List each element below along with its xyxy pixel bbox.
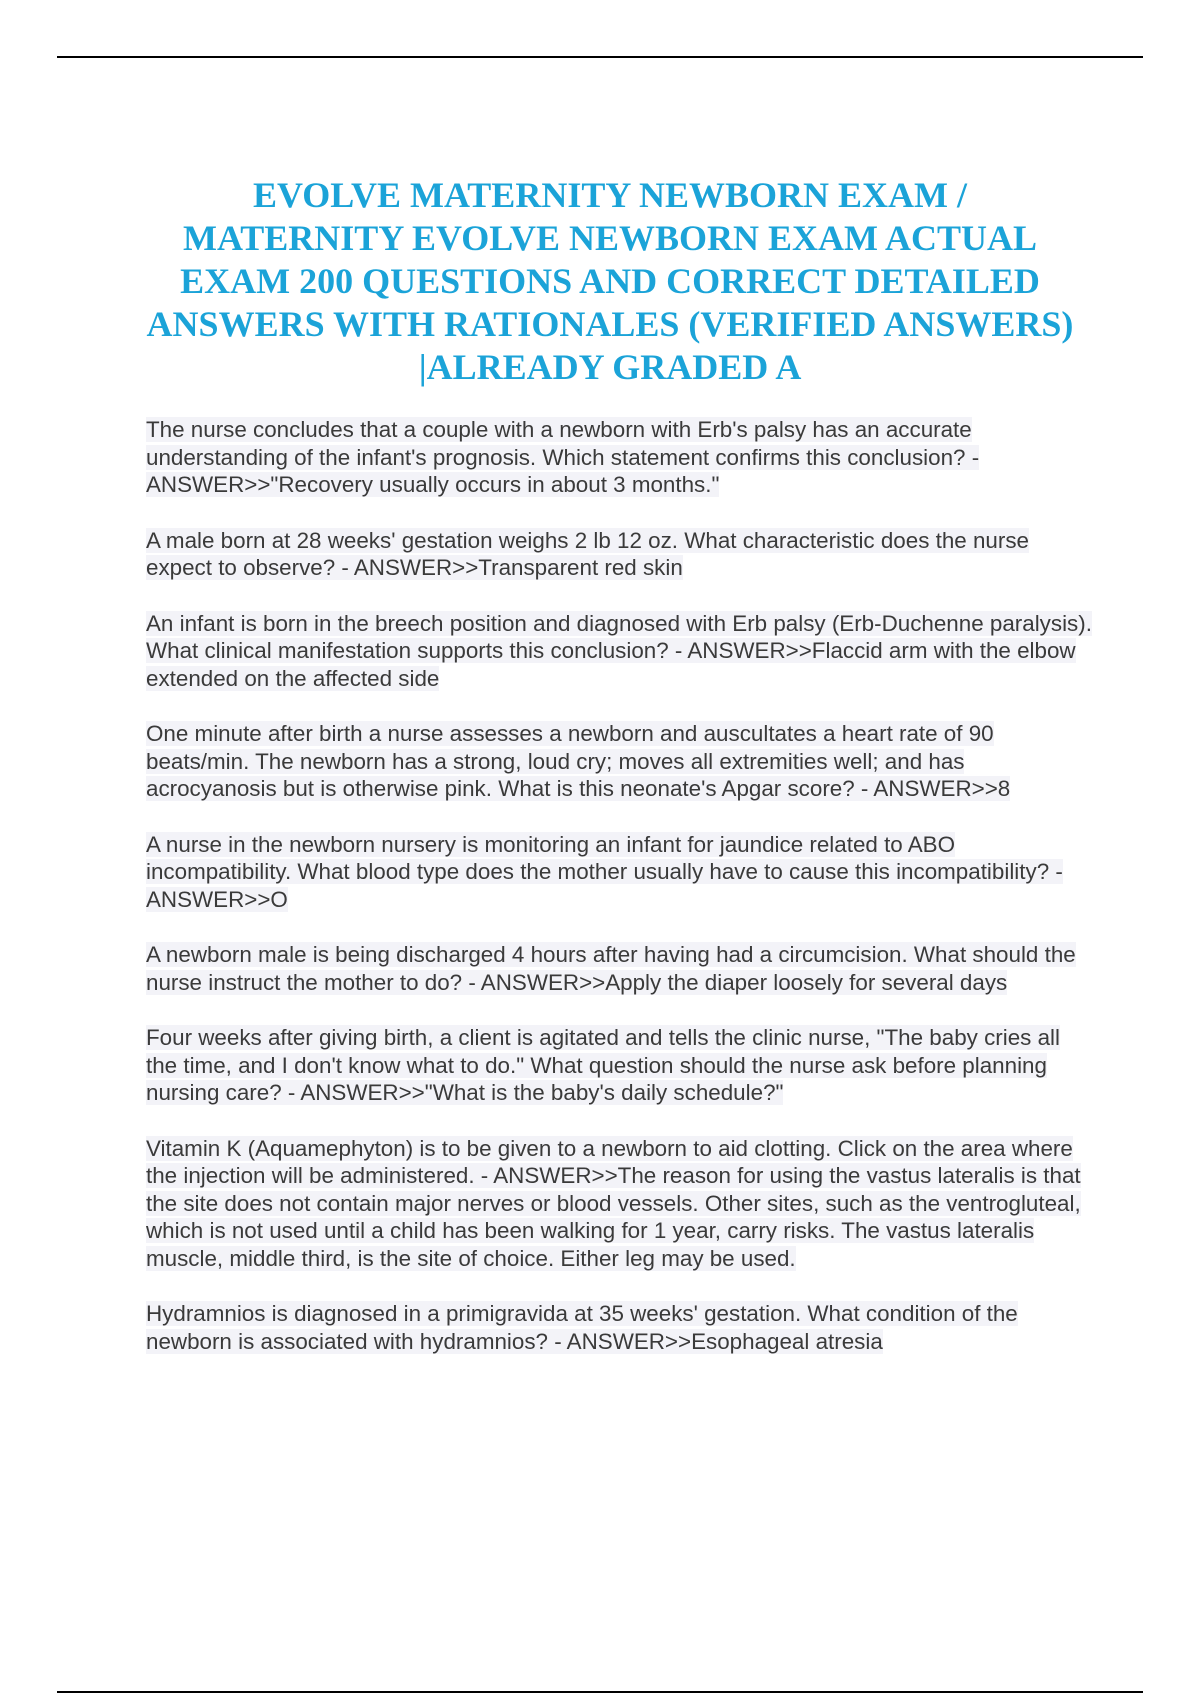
bottom-rule <box>57 1691 1143 1693</box>
qa-text: A male born at 28 weeks' gestation weighs 2 lb 12 oz. What characteristic does the nurse expect to observe? - ANSWER>>Transparent red skin <box>146 527 1029 580</box>
qa-item <box>146 720 1096 803</box>
document-title: EVOLVE MATERNITY NEWBORN EXAM / MATERNITY EVOLVE NEWBORN EXAM ACTUAL EXAM 200 QUESTIONS AND CORRECT DETAILED ANSWERS WITH RATIONALES (VERIFIED ANSWERS) |ALREADY GRADED A <box>146 175 1074 387</box>
qa-text: A newborn male is being discharged 4 hours after having had a circumcision. What should the nurse instruct the mother to do? - ANSWER>>Apply the diaper loosely for several days <box>146 942 1076 995</box>
qa-item <box>146 831 1096 914</box>
qa-text: Vitamin K (Aquamephyton) is to be given to a newborn to aid clotting. Click on the area where the injection will be administered. - ANSWER>>The reason for using the vastus lateralis is that the site does not contain major nerves or blood vessels. Other sites, such as the ventrogluteal, which is not used until a child has been walking for 1 year, carry risks. The vastus lateralis muscle, middle third, is the site of choice. Either leg may be used. <box>146 1135 1081 1271</box>
qa-item <box>146 1024 1096 1107</box>
qa-item <box>146 416 1096 499</box>
qa-text: An infant is born in the breech position and diagnosed with Erb palsy (Erb-Duchenne paralysis). What clinical manifestation supports this conclusion? - ANSWER>>Flaccid arm with the elbow extended on the affected side <box>146 610 1092 691</box>
qa-item <box>146 610 1096 693</box>
qa-text: A nurse in the newborn nursery is monitoring an infant for jaundice related to ABO incompatibility. What blood type does the mother usually have to cause this incompatibility? - ANSWER>>O <box>146 831 1063 912</box>
top-rule <box>57 56 1143 58</box>
qa-text: Hydramnios is diagnosed in a primigravida at 35 weeks' gestation. What condition of the newborn is associated with hydramnios? - ANSWER>>Esophageal atresia <box>146 1301 1018 1354</box>
qa-text: The nurse concludes that a couple with a newborn with Erb's palsy has an accurate understanding of the infant's prognosis. Which statement confirms this conclusion? - ANSWER>>"Recovery usually occurs in about 3 months." <box>146 417 980 497</box>
qa-item <box>146 1300 1096 1355</box>
qa-item <box>146 941 1096 996</box>
qa-item <box>146 527 1096 582</box>
qa-item <box>146 1135 1096 1273</box>
qa-text: One minute after birth a nurse assesses a newborn and auscultates a heart rate of 90 beats/min. The newborn has a strong, loud cry; moves all extremities well; and has acrocyanosis but is otherwise pink. What is this neonate's Apgar score? - ANSWER>>8 <box>146 721 1011 801</box>
qa-text: Four weeks after giving birth, a client is agitated and tells the clinic nurse, "The baby cries all the time, and I don't know what to do." What question should the nurse ask before planning nursing care? - ANSWER>>"What is the baby's daily schedule?" <box>146 1025 1060 1105</box>
qa-list <box>146 416 1096 1383</box>
